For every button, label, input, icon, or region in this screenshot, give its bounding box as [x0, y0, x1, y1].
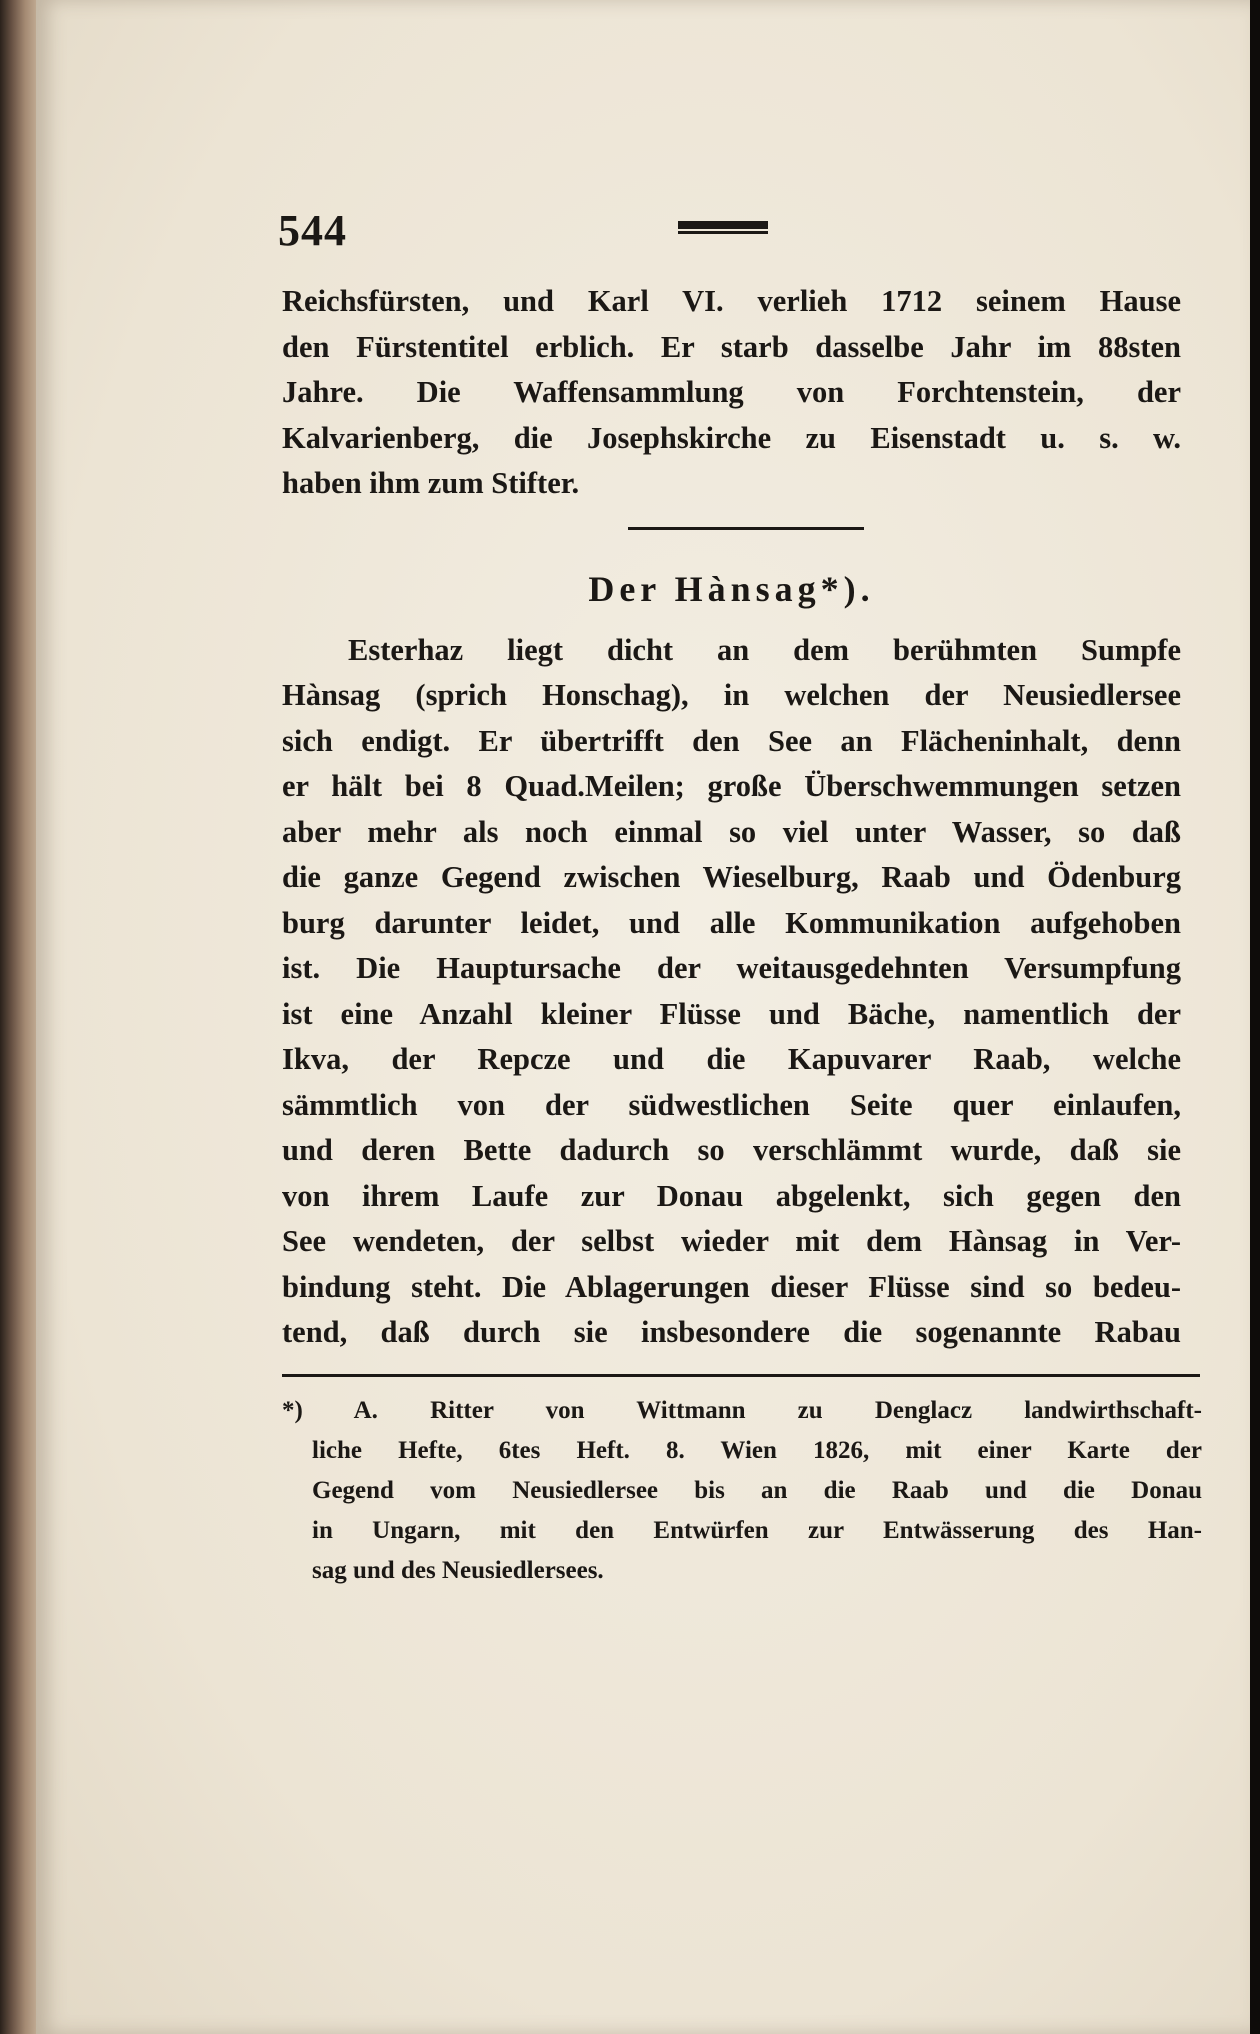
page-outer-edge — [1250, 0, 1260, 2034]
text-line: von ihrem Laufe zur Donau abgelenkt, sich gegen den — [282, 1178, 1181, 1213]
text-line: und deren Bette dadurch so verschlämmt wurde, daß sie — [282, 1133, 1181, 1167]
section-divider — [628, 527, 864, 530]
text-line: haben ihm zum Stifter. — [282, 466, 580, 500]
text-line: die ganze Gegend zwischen Wieselburg, Raab und Ödenburg — [282, 860, 1181, 894]
page-header — [246, 205, 1181, 275]
book-page — [36, 0, 1250, 2034]
footnote-line: sag und des Neusiedlersees. — [312, 1556, 604, 1584]
text-line: Jahre. Die Waffensammlung von Forchtenstein, der — [282, 375, 1181, 409]
footnote — [246, 1391, 1202, 1591]
footnote-line: liche Hefte, 6tes Heft. 8. Wien 1826, mit einer Karte der — [312, 1436, 1202, 1464]
text-line: sich endigt. Er übertrifft den See an Flächeninhalt, denn — [282, 723, 1181, 758]
page-content — [246, 205, 1202, 1591]
paragraph-1 — [246, 279, 1181, 507]
text-line: See wendeten, der selbst wieder mit dem Hànsag in Ver- — [282, 1224, 1181, 1258]
text-line: aber mehr als noch einmal so viel unter Wasser, so daß — [282, 814, 1181, 849]
footnote-divider — [282, 1374, 1200, 1377]
text-line: Hànsag (sprich Honschag), in welchen der Neusiedlersee — [282, 678, 1181, 712]
text-line: Reichsfürsten, und Karl VI. verlieh 1712 seinem Hause — [282, 284, 1181, 318]
text-line: tend, daß durch sie insbesondere die sogenannte Rabau — [282, 1315, 1181, 1349]
header-ornament — [678, 221, 768, 235]
page-number: 544 — [278, 206, 347, 255]
footnote-line: *) A. Ritter von Wittmann zu Denglacz landwirthschaft- — [282, 1396, 1202, 1424]
text-line: Kalvarienberg, die Josephskirche zu Eisenstadt u. s. w. — [282, 420, 1181, 455]
text-line: burg darunter leidet, und alle Kommunikation aufgehoben — [282, 905, 1181, 940]
text-line: Esterhaz liegt dicht an dem berühmten Sumpfe — [348, 632, 1181, 667]
text-line: ist. Die Hauptursache der weitausgedehnten Versumpfung — [282, 951, 1181, 985]
footnote-line: in Ungarn, mit den Entwürfen zur Entwässerung des Han- — [312, 1516, 1202, 1544]
text-line: er hält bei 8 Quad.Meilen; große Überschwemmungen setzen — [282, 769, 1181, 803]
text-line: sämmtlich von der südwestlichen Seite quer einlaufen, — [282, 1087, 1181, 1122]
section-title: Der Hànsag*). — [588, 568, 875, 609]
text-line: bindung steht. Die Ablagerungen dieser Flüsse sind so bedeu- — [282, 1269, 1181, 1304]
text-line: den Fürstentitel erblich. Er starb dasselbe Jahr im 88sten — [282, 329, 1181, 364]
paragraph-2 — [246, 628, 1181, 1356]
text-line: ist eine Anzahl kleiner Flüsse und Bäche, namentlich der — [282, 996, 1181, 1031]
text-line: Ikva, der Repcze und die Kapuvarer Raab, welche — [282, 1042, 1181, 1076]
footnote-line: Gegend vom Neusiedlersee bis an die Raab und die Donau — [312, 1476, 1202, 1504]
